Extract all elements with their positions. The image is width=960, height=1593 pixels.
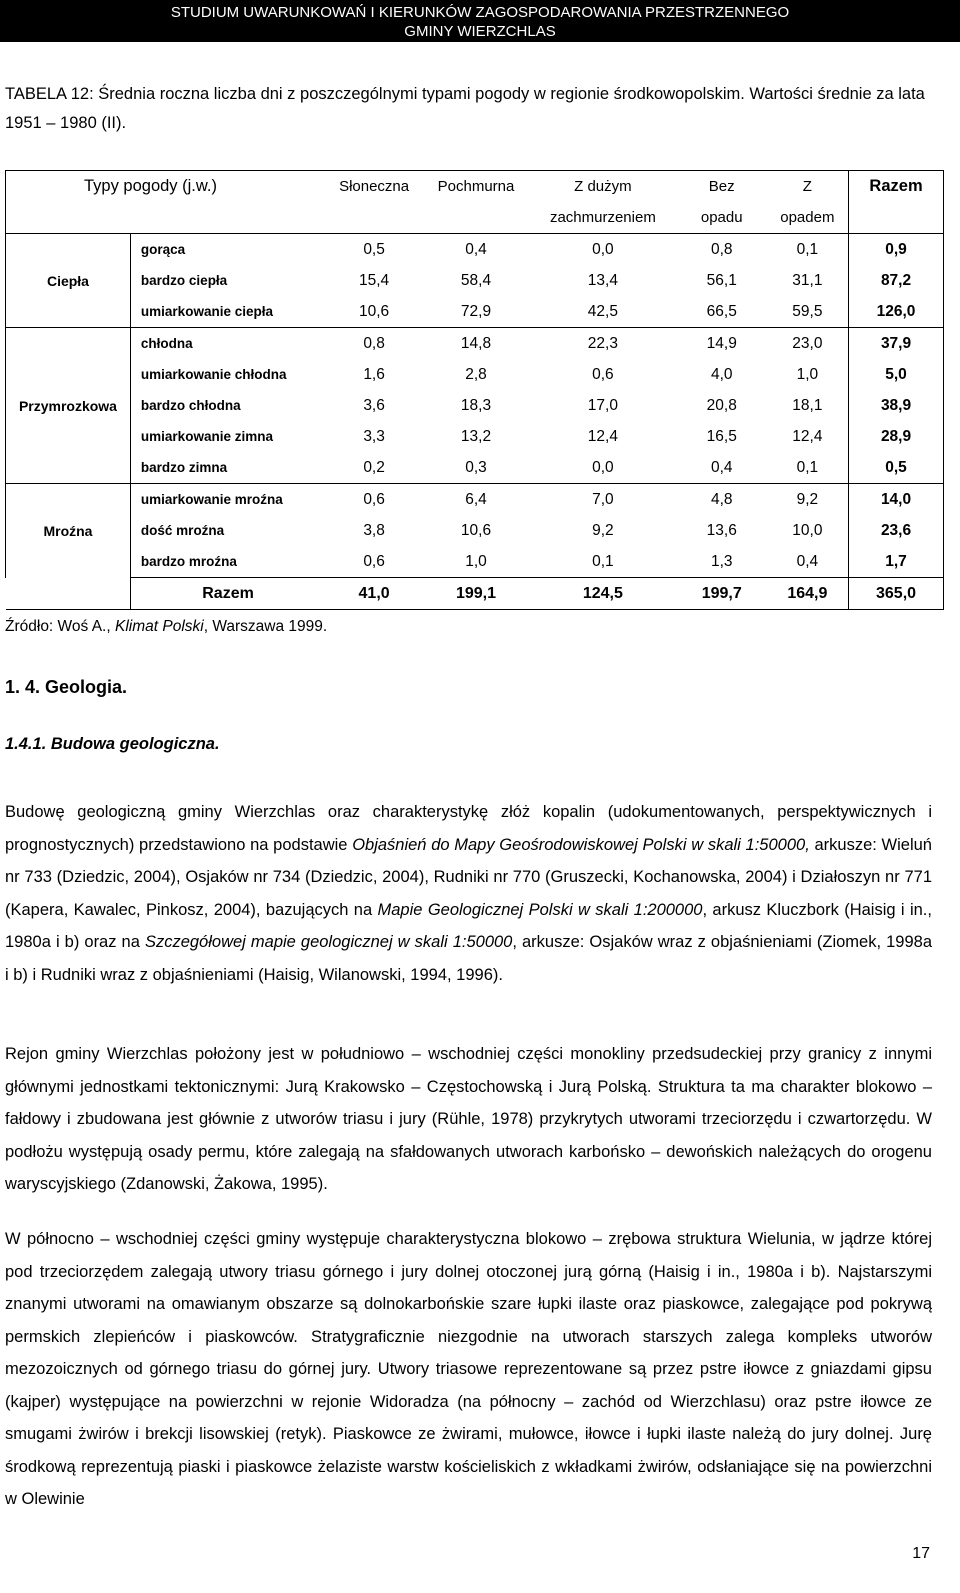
table-cell: 0,6 (325, 546, 423, 578)
table-row (6, 421, 944, 452)
table-cell: 41,0 (325, 578, 423, 610)
row-total: 14,0 (849, 484, 944, 516)
table-cell: 56,1 (706, 271, 737, 289)
table-cell: 0,1 (767, 452, 849, 484)
section-heading: 1. 4. Geologia. (5, 677, 128, 697)
table-cell: 4,8 (710, 490, 733, 508)
table-cell: 14,9 (706, 334, 737, 352)
page-number: 17 (912, 1545, 930, 1562)
table-cell: 0,6 (592, 365, 614, 383)
table-cell: 124,5 (529, 578, 677, 610)
table-row (6, 359, 944, 390)
table-cell: 0,4 (677, 452, 767, 484)
table-cell: 0,8 (363, 334, 385, 352)
paragraph-1: Budowę geologiczną gminy Wierzchlas oraz charakterystykę złóż kopalin (udokumentowanych, perspektywicznych i prognostycznych) przedstawiono na podstawie Objaśnień do Mapy Geośrodowiskowej Polski w skali 1:50000, arkusze: Wieluń nr 733 (Dziedzic, 2004), Osjaków nr 734 (Dziedzic, 2004), Rudniki nr 770 (Gruszecki, Kochanowska, 2004) i Działoszyn nr 771 (Kapera, Kawalec, Pinkosz, 2004), bazujących na Mapie Geologicznej Polski w skali 1:200000, arkusz Kluczbork (Haisig i in., 1980a i b) oraz na Szczegółowej mapie geologicznej w skali 1:50000, arkusze: Osjaków wraz z objaśnieniami (Ziomek, 1998a i b) i Rudniki wraz z objaśnieniami (Haisig, Wilanowski, 1994, 1996). (5, 803, 932, 984)
table-cell: 0,0 (592, 240, 614, 258)
group-label: Przymrozkowa (6, 328, 131, 484)
table-cell: 42,5 (529, 296, 677, 328)
table-cell: 0,1 (529, 546, 677, 578)
sum-row-label: Razem (130, 578, 325, 610)
document-header (0, 0, 960, 42)
row-label: umiarkowanie mroźna (140, 492, 283, 507)
table-cell: 199,7 (677, 578, 767, 610)
column-header: Bez (677, 171, 767, 203)
table-row (6, 546, 944, 578)
table-cell: 0,5 (363, 240, 385, 258)
table-cell: 1,6 (363, 365, 385, 383)
source-title: Klimat Polski (114, 618, 204, 635)
table-cell: 10,0 (792, 521, 823, 539)
table-row (6, 296, 944, 328)
row-label: bardzo chłodna (140, 398, 241, 413)
row-total: 28,9 (849, 421, 944, 452)
table-cell: 22,3 (587, 334, 618, 352)
table-cell: 3,8 (363, 521, 385, 539)
table-cell: 31,1 (792, 271, 823, 289)
row-label: umiarkowanie zimna (140, 429, 273, 444)
table-cell: 0,4 (465, 240, 487, 258)
table-cell: 0,8 (710, 240, 733, 258)
row-total: 0,5 (849, 452, 944, 484)
group-label: Mroźna (6, 484, 131, 578)
table-cell: 1,3 (677, 546, 767, 578)
table-cell: 10,6 (325, 296, 423, 328)
row-total: 126,0 (849, 296, 944, 328)
table-cell: 0,2 (325, 452, 423, 484)
table-row (6, 452, 944, 484)
table-cell: 13,4 (587, 271, 618, 289)
table-row (6, 484, 944, 516)
table-cell: 18,1 (792, 396, 823, 414)
table-cell: 17,0 (587, 396, 618, 414)
subsection-heading: 1.4.1. Budowa geologiczna. (5, 735, 220, 753)
total-column-header: Razem (849, 171, 944, 234)
table-cell: 12,4 (587, 427, 618, 445)
table-cell: 4,0 (710, 365, 733, 383)
table-cell: 7,0 (592, 490, 614, 508)
table-cell: 16,5 (706, 427, 737, 445)
row-label: umiarkowanie ciepła (130, 296, 325, 328)
row-label: umiarkowanie chłodna (140, 367, 287, 382)
table-cell: 13,6 (706, 521, 737, 539)
header-line-2: GMINY WIERZCHLAS (404, 23, 556, 40)
table-cell: 3,3 (363, 427, 385, 445)
row-total: 0,9 (849, 234, 944, 266)
table-label: Typy pogody (j.w.) (6, 171, 326, 203)
table-cell: 72,9 (423, 296, 529, 328)
table-cell: 9,2 (796, 490, 819, 508)
table-cell: 18,3 (460, 396, 492, 414)
table-cell: 20,8 (706, 396, 737, 414)
table-cell: 2,8 (465, 365, 487, 383)
row-label: chłodna (140, 336, 193, 351)
row-total: 87,2 (849, 265, 944, 296)
row-label: gorąca (140, 242, 186, 257)
table-cell: 0,1 (796, 240, 819, 258)
table-cell: 58,4 (460, 271, 492, 289)
table-cell: 13,2 (460, 427, 492, 445)
group-label: Ciepła (6, 234, 131, 328)
table-row (6, 328, 944, 360)
column-header-line2: zachmurzeniem (529, 202, 677, 234)
row-label: bardzo zimna (130, 452, 325, 484)
weather-types-table (5, 170, 944, 610)
row-total: 5,0 (849, 359, 944, 390)
column-header: Pochmurna (423, 171, 529, 203)
table-cell: 0,6 (363, 490, 385, 508)
row-label: bardzo mroźna (130, 546, 325, 578)
table-cell: 14,8 (460, 334, 492, 352)
table-cell: 9,2 (592, 521, 614, 539)
column-header: Z dużym (529, 171, 677, 203)
row-total: 38,9 (849, 390, 944, 421)
table-cell: 12,4 (792, 427, 823, 445)
column-header-line2: opadu (677, 202, 767, 234)
column-header-line2: opadem (767, 202, 849, 234)
table-cell: 1,0 (423, 546, 529, 578)
table-cell: 0,3 (423, 452, 529, 484)
row-total: 37,9 (849, 328, 944, 360)
source-prefix: Źródło: Woś A., (5, 618, 115, 635)
table-cell: 3,6 (363, 396, 385, 414)
source-suffix: , Warszawa 1999. (203, 618, 328, 635)
header-line-1: STUDIUM UWARUNKOWAŃ I KIERUNKÓW ZAGOSPODAROWANIA PRZESTRZENNEGO (170, 4, 790, 21)
table-cell: 10,6 (460, 521, 492, 539)
paragraph-2: Rejon gminy Wierzchlas położony jest w południowo – wschodniej części monokliny przedsudeckiej przy granicy z innymi głównymi jednostkami tektonicznymi: Jurą Krakowsko – Częstochowską i Jurą Polską. Struktura ta ma charakter blokowo – fałdowy i zbudowana jest głównie z utworów triasu i jury (Rühle, 1978) przykrytych utworami trzeciorzędu i czwartorzędu. W podłożu występują osady permu, które zalegają na sfałdowanych utworach karbońsko – dewońskich należących do orogenu waryscyjskiego (Zdanowski, Żakowa, 1995). (5, 1045, 932, 1193)
column-header: Z (767, 171, 849, 203)
table-cell: 66,5 (677, 296, 767, 328)
table-row (6, 234, 944, 266)
sum-row (6, 578, 944, 610)
row-total: 23,6 (849, 515, 944, 546)
row-label: bardzo ciepła (140, 273, 228, 288)
table-cell: 1,0 (796, 365, 819, 383)
row-label: dość mroźna (140, 523, 225, 538)
table-cell: 0,0 (529, 452, 677, 484)
table-cell: 6,4 (465, 490, 487, 508)
table-cell: 0,4 (767, 546, 849, 578)
table-cell: 15,4 (359, 271, 390, 289)
table-caption: TABELA 12: Średnia roczna liczba dni z poszczególnymi typami pogody w regionie środkowopolskim. Wartości średnie za lata 1951 – 1980 (II). (5, 85, 925, 132)
table-row (6, 390, 944, 421)
table-row (6, 265, 944, 296)
table-row (6, 515, 944, 546)
table-cell: 59,5 (767, 296, 849, 328)
column-header: Słoneczna (325, 171, 423, 203)
paragraph-3: W północno – wschodniej części gminy występuje charakterystyczna blokowo – zrębowa struktura Wielunia, w jądrze której pod trzeciorzędem zalegają utwory triasu górnego i jury dolnej otoczonej jurą górną (Haisig i in., 1980a i b). Najstarszymi znanymi utworami na omawianym obszarze są dolnokarbońskie szare łupki ilaste oraz piaskowce, zalegające pod pokrywą permskich zlepieńców i piaskowców. Stratygraficznie niezgodnie na utworach starszych zalega kompleks utworów mezozoicznych od górnego triasu do górnej jury. Utwory triasowe reprezentowane są przez pstre iłowce z gniazdami gipsu (kajper) występujące na powierzchni w rejonie Widoradza (na północny – zachód od Wierzchlasu) oraz pstre iłowce ze smugami żwirów i brekcji lisowskiej (retyk). Piaskowce ze żwirami, mułowce, iłowce i łupki ilaste należą do jury dolnej. Jurę środkową reprezentują piaski i piaskowce żelaziste warstw kościeliskich z wkładkami żwirów, odsłaniające się na powierzchni w Olewinie (5, 1230, 932, 1508)
table-cell: 23,0 (792, 334, 823, 352)
table-cell: 164,9 (767, 578, 849, 610)
table-cell: 199,1 (423, 578, 529, 610)
grand-total: 365,0 (849, 578, 944, 610)
row-total: 1,7 (849, 546, 944, 578)
table-source (5, 618, 327, 636)
